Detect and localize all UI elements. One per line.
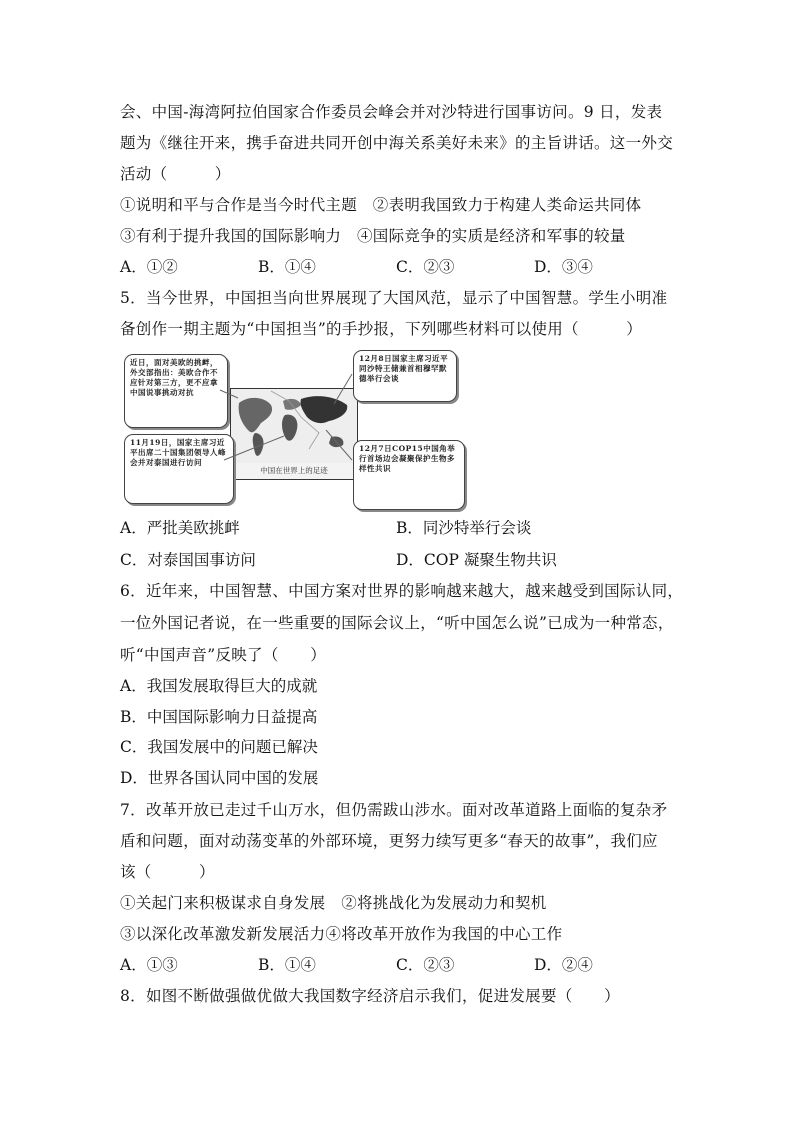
q7-statement-1: ①关起门来积极谋求自身发展 ②将挑战化为发展动力和契机 — [120, 894, 547, 912]
q4-stem-line-3: 活动（ ） — [120, 165, 231, 183]
q4-statement-1: ①说明和平与合作是当今时代主题 ②表明我国致力于构建人类命运共同体 — [120, 196, 642, 214]
q4-option-c: C．②③ — [396, 258, 455, 276]
q5-option-c: C．对泰国国事访问 — [120, 551, 256, 569]
q6-option-a: A．我国发展取得巨大的成就 — [120, 677, 318, 695]
q6-stem-line-3: 听“中国声音”反映了（ ） — [120, 646, 327, 664]
callout-top-left: 近日，面对美欧的挑衅，外交部指出：美欧合作不应针对第三方，更不应拿中国说事挑动对抗 — [124, 354, 228, 428]
q5-stem-line-1: 5．当今世界，中国担当向世界展现了大国风范，显示了中国智慧。学生小明准 — [120, 289, 668, 307]
q5-option-a: A．严批美欧挑衅 — [120, 519, 240, 537]
q4-option-a: A．①② — [120, 258, 178, 276]
q8-stem-line-1: 8．如图不断做强做优做大我国数字经济启示我们，促进发展要（ ） — [120, 987, 620, 1005]
q5-option-b: B．同沙特举行会谈 — [396, 519, 532, 537]
q6-stem-line-1: 6．近年来，中国智慧、中国方案对世界的影响越来越大，越来越受到国际认同， — [120, 582, 684, 600]
q6-option-d: D．世界各国认同中国的发展 — [120, 769, 319, 787]
map-caption: 中国在世界上的足迹 — [260, 466, 328, 475]
q5-option-d: D．COP 凝聚生物共识 — [396, 551, 557, 569]
q4-statement-2: ③有利于提升我国的国际影响力 ④国际竞争的实质是经济和军事的较量 — [120, 227, 626, 245]
world-map-icon — [231, 389, 357, 463]
q5-stem-line-2: 备创作一期主题为“中国担当”的手抄报，下列哪些材料可以使用（ ） — [120, 320, 643, 338]
callout-bottom-right: 12月7日COP15中国角举行首场边会凝聚保护生物多样性共识 — [353, 440, 465, 510]
q7-option-d: D．②④ — [534, 956, 593, 974]
q7-option-b: B．①④ — [258, 956, 316, 974]
world-map-frame — [230, 388, 358, 480]
q7-stem-line-3: 该（ ） — [120, 863, 215, 881]
q7-stem-line-1: 7．改革开放已走过千山万水，但仍需跋山涉水。面对改革道路上面临的复杂矛 — [120, 801, 668, 819]
callout-bottom-left: 11月19日，国家主席习近平出席二十国集团领导人峰会并对泰国进行访问 — [124, 434, 234, 504]
q4-option-d: D．③④ — [534, 258, 593, 276]
q5-handbill-figure — [120, 350, 460, 508]
q4-stem-line-2: 题为《继往开来，携手奋进共同开创中海关系美好未来》的主旨讲话。这一外交 — [120, 134, 674, 152]
q4-stem-line-1: 会、中国-海湾阿拉伯国家合作委员会峰会并对沙特进行国事访问。9 日，发表 — [120, 103, 663, 121]
q7-stem-line-2: 盾和问题，面对动荡变革的外部环境，更努力续写更多“春天的故事”，我们应 — [120, 832, 658, 850]
q7-statement-2: ③以深化改革激发新发展活力④将改革开放作为我国的中心工作 — [120, 925, 563, 943]
q6-option-b: B．中国国际影响力日益提高 — [120, 708, 318, 726]
q6-stem-line-2: 一位外国记者说，在一些重要的国际会议上，“听中国怎么说”已成为一种常态， — [120, 614, 674, 632]
q6-option-c: C．我国发展中的问题已解决 — [120, 738, 318, 756]
q4-option-b: B．①④ — [258, 258, 316, 276]
q7-option-a: A．①③ — [120, 956, 178, 974]
q7-option-c: C．②③ — [396, 956, 455, 974]
callout-top-right: 12月8日国家主席习近平同沙特王储兼首相穆罕默德举行会谈 — [353, 350, 457, 402]
